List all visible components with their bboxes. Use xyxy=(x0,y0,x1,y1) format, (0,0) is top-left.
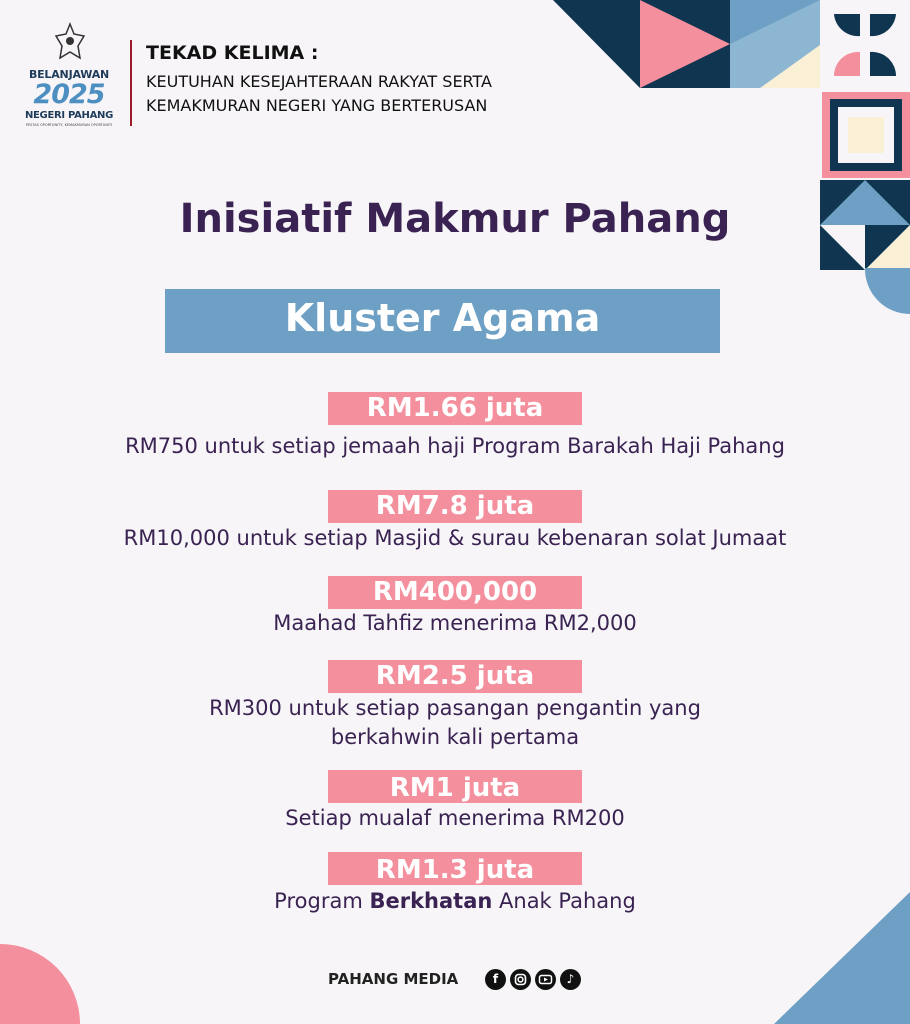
item-description: RM750 untuk setiap jemaah haji Program Barakah Haji Pahang xyxy=(125,434,785,458)
desc-pre: Program xyxy=(274,889,363,913)
item-description xyxy=(20,887,890,916)
item-description: Setiap mualaf menerima RM200 xyxy=(285,806,625,830)
amount-value: RM7.8 juta xyxy=(375,491,535,521)
header-subtitle xyxy=(146,70,492,118)
amount-value: RM1.3 juta xyxy=(375,855,535,885)
facebook-icon[interactable]: f xyxy=(485,969,506,990)
youtube-icon[interactable] xyxy=(535,969,556,990)
page-title: Inisiatif Makmur Pahang xyxy=(179,196,731,242)
amount-value: RM400,000 xyxy=(372,577,538,607)
amount-value: RM1.66 juta xyxy=(366,393,544,423)
instagram-icon[interactable] xyxy=(510,969,531,990)
tiktok-icon[interactable]: ♪ xyxy=(560,969,581,990)
amount-value: RM2.5 juta xyxy=(375,661,535,691)
header-subtitle-line1: KEUTUHAN KESEJAHTERAAN RAKYAT SERTA xyxy=(146,72,492,91)
cluster-title: Kluster Agama xyxy=(284,296,601,340)
header-title: TEKAD KELIMA : xyxy=(146,42,319,64)
amount-value: RM1 juta xyxy=(389,773,521,803)
header-subtitle-line2: KEMAKMURAN NEGERI YANG BERTERUSAN xyxy=(146,96,488,115)
logo-line1: BELANJAWAN xyxy=(28,68,110,81)
logo-tagline: PESTAS OPORTUNITY, KEMAKMURAN OPORTUNITI xyxy=(25,123,113,127)
header-divider xyxy=(130,40,132,126)
logo-year: 2025 xyxy=(33,79,105,110)
item-description: RM10,000 untuk setiap Masjid & surau kebenaran solat Jumaat xyxy=(123,526,787,550)
footer-label: PAHANG MEDIA xyxy=(328,970,459,988)
budget-logo xyxy=(18,22,120,126)
item-description-line1: RM300 untuk setiap pasangan pengantin yang xyxy=(209,696,701,720)
crest-icon xyxy=(52,22,88,62)
item-description-line2: berkahwin kali pertama xyxy=(330,725,580,749)
desc-post: Anak Pahang xyxy=(499,889,636,913)
item-description: Maahad Tahfiz menerima RM2,000 xyxy=(273,611,637,635)
desc-bold: Berkhatan xyxy=(369,889,493,913)
logo-line3: NEGERI PAHANG xyxy=(24,110,114,121)
